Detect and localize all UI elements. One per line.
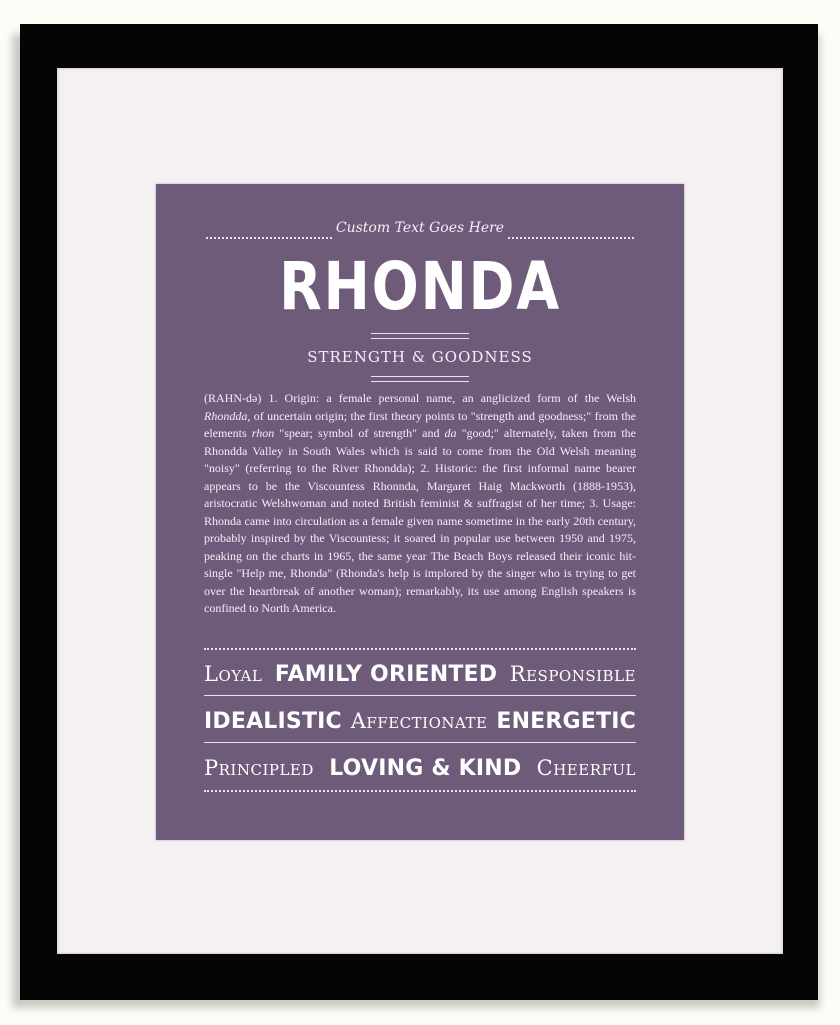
definition-text-1: 1. Origin: a female personal name, an anglicized form of the Welsh (268, 391, 636, 405)
definition-text-2: , of uncertain origin; the first theory points to "strength and goodness;" from the elements (204, 408, 636, 440)
top-dotted-line-right (508, 237, 634, 239)
trait-idealistic: IDEALISTIC (204, 709, 342, 734)
meaning-underline-bottom (371, 381, 469, 382)
trait-affectionate: Affectionate (350, 709, 488, 733)
trait-row-divider-2 (204, 742, 636, 743)
trait-row-divider-1 (204, 695, 636, 696)
traits-dotted-line-top (204, 648, 636, 650)
definition-text-4: "good;" alternately, taken from the Rhondda Valley in South Wales which is said to come from the Old Welsh meaning "noisy" (referring to the River Rhondda); 2. Historic: the first informal name bearer appears to be the Viscountess Rhonnda, Margaret Haig Mackworth (1888-1953), aristocratic Welshwoman and noted British feminist & suffragist of her time; 3. Usage: Rhonda came into circulation as a female given name sometime in the early 20th century, probably inspired by the Viscountess; it soared in popular use between 1950 and 1975, peaking on the charts in 1965, the same year The Beach Boys released their iconic hit-single "Help me, Rhonda" (Rhonda's help is implored by the singer who is trying to get over the heartbreak of another woman); remarkably, its use among English speakers is confined to North America. (204, 426, 636, 615)
name-print-panel (156, 184, 684, 840)
trait-energetic: ENERGETIC (496, 709, 636, 734)
definition-italic-da: da (444, 426, 457, 440)
trait-row-3 (204, 751, 636, 785)
definition-italic-rhon: rhon (251, 426, 275, 440)
trait-family-oriented: FAMILY ORIENTED (274, 662, 498, 687)
name-underline-top (371, 333, 469, 334)
trait-row-2 (204, 704, 636, 738)
definition-italic-rhondda: Rhondda (204, 408, 248, 423)
trait-responsible: Responsible (509, 662, 636, 686)
name-definition (204, 390, 636, 618)
name-meaning: STRENGTH & GOODNESS (307, 348, 533, 366)
trait-row-1 (204, 657, 636, 691)
name-underline-bottom (371, 338, 469, 339)
name-title: RHONDA (279, 248, 561, 325)
definition-text-3: "spear; symbol of strength" and (274, 426, 445, 440)
traits-dotted-line-bottom (204, 790, 636, 792)
trait-loyal: Loyal (204, 662, 263, 686)
trait-loving-and-kind: LOVING & KIND (329, 756, 522, 781)
custom-text-line: Custom Text Goes Here (335, 220, 505, 236)
top-dotted-line-left (206, 237, 332, 239)
meaning-underline-top (371, 376, 469, 377)
pronunciation: (RAHN-də) (204, 391, 262, 405)
trait-principled: Principled (204, 756, 314, 780)
trait-cheerful: Cheerful (536, 756, 636, 780)
